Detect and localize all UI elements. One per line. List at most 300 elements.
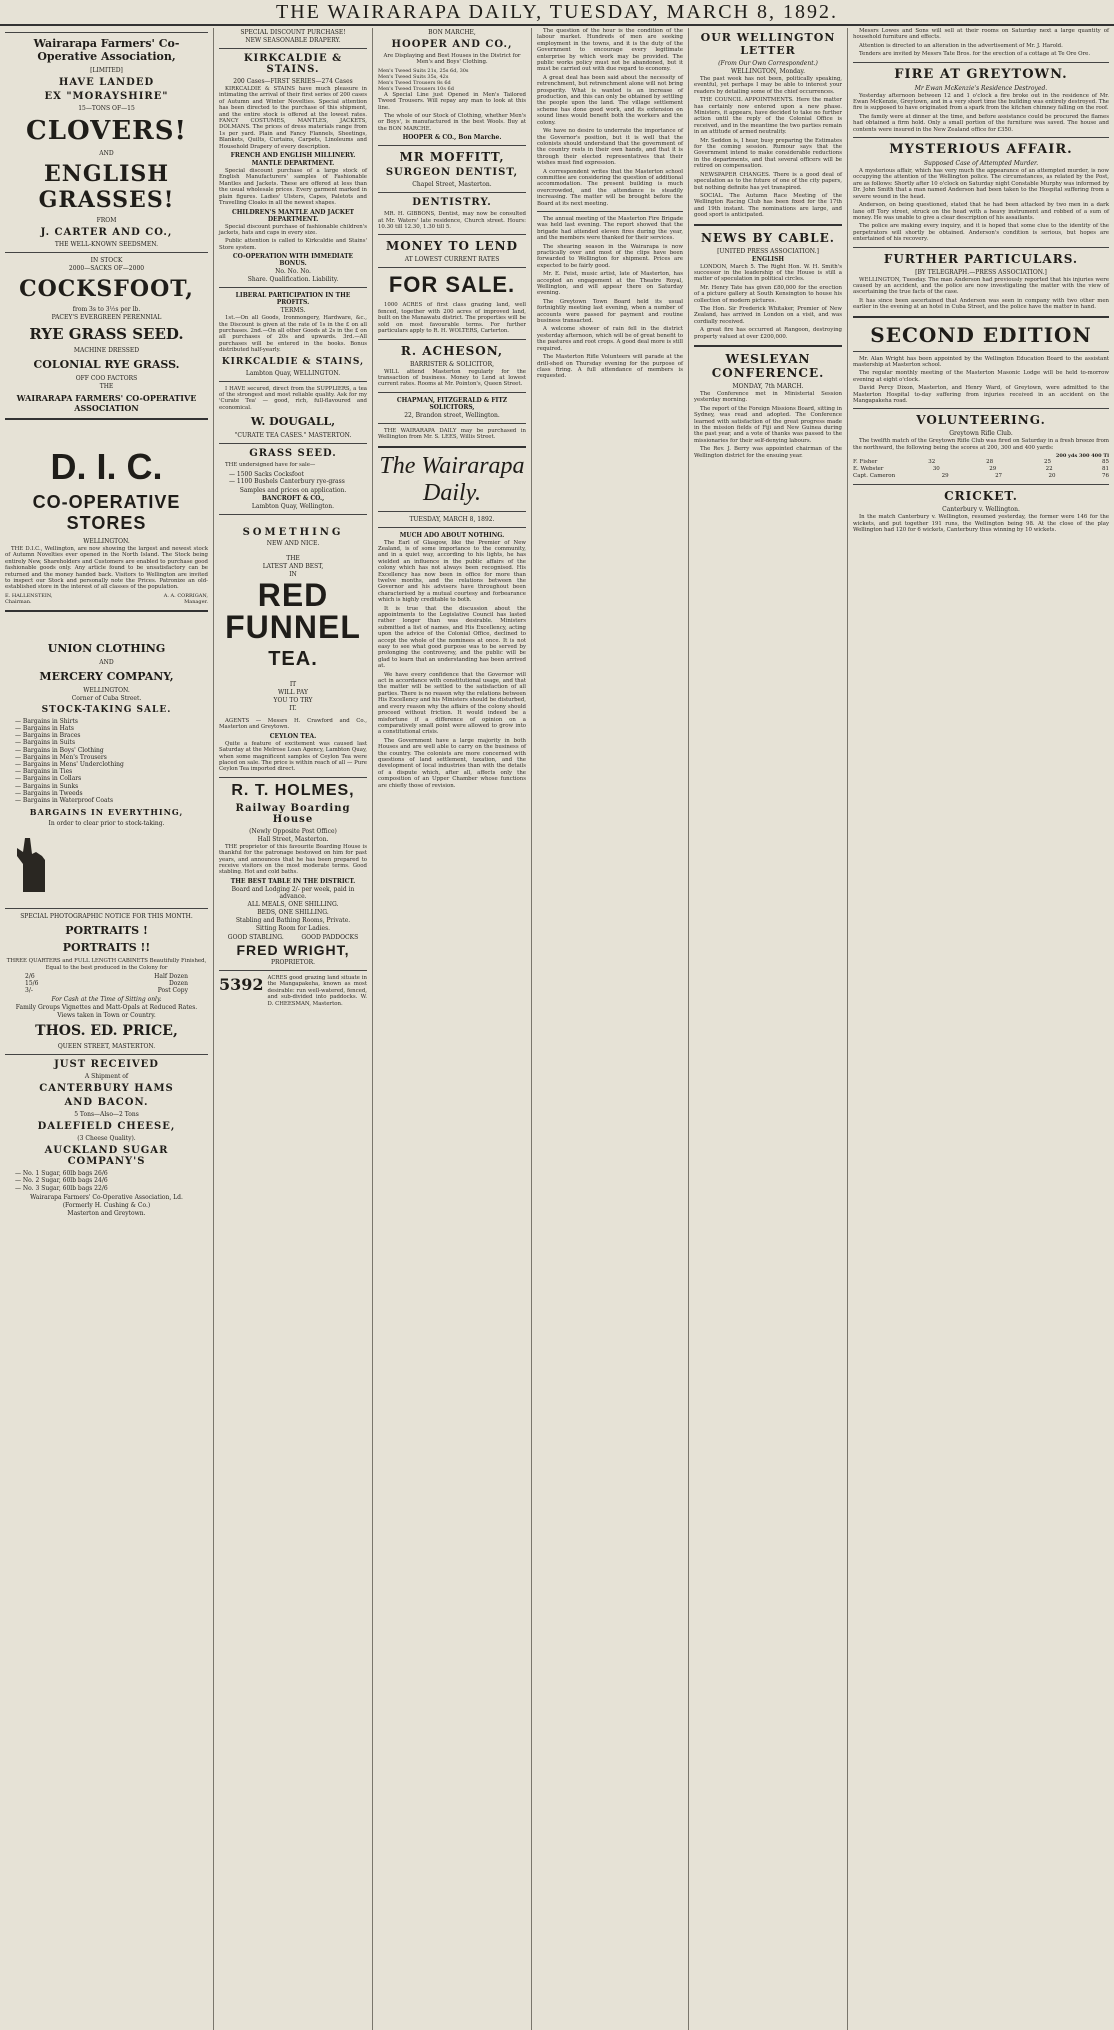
divider xyxy=(219,287,367,288)
score-row xyxy=(853,473,1109,480)
divider xyxy=(694,224,842,226)
editorial-paragraph: The Earl of Glasgow, like the Premier of New Zealand, is of some importance to the community, and in a quiet way, according to his lights, he has wielded an influence in the public affairs of the colony which has not always been recognised. His Excellency has now been in office for more than twelve months, and the relations between the Governor and his advisers have throughout been characterised by a mutual courtesy and forbearance which is highly creditable to both. xyxy=(378,539,526,604)
barrister-heading: BARRISTER & SOLICITOR, xyxy=(409,360,494,368)
agents-line-2: Masterton and Greytown. xyxy=(67,1209,146,1217)
special-discount: SPECIAL DISCOUNT PURCHASE! xyxy=(240,29,346,36)
hooper-line: Men's Tweed Suits 21s, 25s 6d, 30s xyxy=(378,67,469,74)
column-3 xyxy=(373,28,532,2030)
price-name: THOS. ED. PRICE, xyxy=(35,1023,178,1040)
hooper-footer: HOOPER & CO., Bon Marche. xyxy=(402,134,502,142)
sugar-item: — No. 2 Sugar, 60lb bags 24/6 xyxy=(15,1177,208,1184)
divider xyxy=(378,392,526,393)
sugar-item: — No. 1 Sugar, 60lb bags 26/6 xyxy=(15,1170,208,1177)
canterbury-hams: CANTERBURY HAMS xyxy=(39,1083,174,1095)
local-news-paragraph: The Greytown Town Board held its usual fortnightly meeting last evening, when a number of accounts were passed for payment and routine business transacted. xyxy=(537,298,683,325)
letter-paragraph: NEWSPAPER CHANGES. There is a good deal of speculation as to the future of one of the city papers, but nothing definite has yet transpired. xyxy=(694,171,842,191)
something-heading: SOMETHING xyxy=(242,527,344,538)
paper-title: The Wairarapa Daily. xyxy=(379,452,525,506)
acheson-body: WILL attend Masterton regularly for the transaction of business. Money to Lend at lowest current rates. Rooms at Mr. Pointon's, Queen Street. xyxy=(378,368,526,388)
divider xyxy=(853,351,1109,352)
union-heading: UNION CLOTHING xyxy=(47,641,166,655)
dentistry-heading: DENTISTRY. xyxy=(412,197,492,209)
score-name: F. Fisher xyxy=(853,459,878,466)
score-heading: 200 yds 300 400 Tl xyxy=(1055,453,1109,460)
editorial-paragraph: It is true that the discussion about the appointments to the Legislative Council has lasted rather longer than was desirable. Ministers submitted a list of names, and His Excellency, acting upon the advice of the Colonial Office, declined to accept the whole of the nominees at once. It is not easy to see what good purpose was to be served by prolonging the controversy, and the public will be glad to learn that an understanding has been arrived at. xyxy=(378,605,526,670)
mystery-sub: Supposed Case of Attempted Murder. xyxy=(923,160,1039,168)
divider xyxy=(537,211,683,212)
second-edition-paragraph: David Percy Dixon, Masterton, and Henry Ward, of Greytown, were admitted to the Masterton Hospital to-day suffering from injuries received in an accident on the Mangapakeha road. xyxy=(853,385,1109,404)
children-dept: CHILDREN'S MANTLE AND JACKET DEPARTMENT. xyxy=(231,208,355,223)
divider xyxy=(853,137,1109,138)
mystery-paragraph: Anderson, on being questioned, stated that he had been attacked by two men in a dark lane off Tory street, struck on the head with a heavy instrument and robbed of a sum of money. He was unable to give a clear description of his assailants. xyxy=(853,202,1109,221)
clovers-heading: CLOVERS! xyxy=(26,116,187,146)
surgeon-heading: SURGEON DENTIST, xyxy=(385,167,519,179)
portraits-heading-2: PORTRAITS !! xyxy=(62,941,151,955)
coop-stores-heading: CO-OPERATIVE STORES xyxy=(32,492,181,533)
cash-note: For Cash at the Time of Sitting only. xyxy=(51,996,162,1004)
score-value: 25 xyxy=(1044,459,1052,466)
cricket-heading: CRICKET. xyxy=(944,489,1018,504)
score-name: Capt. Cameron xyxy=(853,473,896,480)
divider xyxy=(219,514,367,515)
divider xyxy=(5,908,208,909)
coop-heading: Wairarapa Farmers' Co-Operative Association, xyxy=(33,37,180,63)
you-to-try: YOU TO TRY xyxy=(273,697,313,704)
further-heading: FURTHER PARTICULARS. xyxy=(883,251,1079,266)
price-label: Dozen xyxy=(169,980,188,988)
wairarapa-farmers: Wairarapa Farmers' Co-Operative Association, Ld. xyxy=(30,1193,183,1201)
the-word: THE xyxy=(99,383,114,390)
french-millinery: FRENCH AND ENGLISH MILLINERY. xyxy=(230,152,356,160)
divider xyxy=(378,511,526,512)
local-news-paragraph: Mr. E. Feist, music artist, late of Masterton, has accepted an engagement at the Theatre Royal, Wellington, and will appear there on Saturday evening. xyxy=(537,271,683,297)
share-line: Share. Qualification. Liability. xyxy=(247,276,339,284)
board-note: Board and Lodging 2/- per week, paid in advance. xyxy=(231,885,355,900)
score-value: 20 xyxy=(1048,473,1056,480)
kirk2-heading: KIRKCALDIE & STAINS, xyxy=(221,356,365,367)
best-table: THE BEST TABLE IN THE DISTRICT. xyxy=(230,877,356,885)
liberal-heading: LIBERAL PARTICIPATION IN THE PROFITS. xyxy=(235,292,351,307)
local-news-paragraph: The Masterton Rifle Volunteers will parade at the drill-shed on Thursday evening for the purpose of class firing. A full attendance of members is requested. xyxy=(537,354,683,380)
column-6 xyxy=(848,28,1114,2030)
editorial-paragraph: We have no desire to underrate the importance of the Governor's position, but it is well that the colonists should understand that the government of the country rests in their own hands, and that it is through their elected representatives that their wishes must find expression. xyxy=(537,128,683,167)
editorial-body xyxy=(378,540,526,789)
cable-paragraph: Mr. Henry Tate has given £80,000 for the erection of a picture gallery at South Kensington to house his collection of modern pictures. xyxy=(694,284,842,304)
divider xyxy=(378,423,526,424)
price-row xyxy=(25,987,188,994)
newspaper-masthead-title: THE WAIRARAPA DAILY, TUESDAY, MARCH 8, 1892. xyxy=(275,1,838,23)
divider xyxy=(5,610,208,612)
cocksfoot-heading: COCKSFOOT, xyxy=(19,276,194,302)
bargain-item: — Bargains in Braces xyxy=(15,732,208,739)
mantle-dept: MANTLE DEPARTMENT. xyxy=(251,160,335,168)
mystery-paragraph: A mysterious affair, which has very much the appearance of an attempted murder, is now occupying the attention of the Wellington police. The circumstances, as related by the Post, are as follows: Shortly after 10 o'clock on Saturday night Constable Murphy was informed by Dr. John Smith that a man named Anderson had been taken to the Hospital suffering from a severe wound in the head. xyxy=(853,168,1109,200)
mantle-body: Special discount purchase of a large stock of English Manufacturers' samples of Fashionable Mantles and Jackets. These are offered at less than the usual wholesale prices. Every garment marked in plain figures. Ladies' Ulsters, Capes, Paletots and Travelling Cloaks in all the newest shapes. xyxy=(219,168,367,207)
hooper-sub: Are Displaying and Best Houses in the District for Men's and Boys' Clothing. xyxy=(383,53,521,66)
score-value: 29 xyxy=(989,466,997,473)
divider xyxy=(219,48,367,49)
stocktaking-note: In order to clear prior to stock-taking. xyxy=(48,820,165,828)
hooper-special: A Special Line just Opened in Men's Tailored Tweed Trousers. Will repay any man to look at this line. xyxy=(378,91,526,111)
red-funnel-heading: RED FUNNEL xyxy=(225,577,361,645)
conference-paragraph: The Conference met in Ministerial Session yesterday morning. xyxy=(694,391,842,404)
column-4 xyxy=(532,28,689,2030)
mystery-heading: MYSTERIOUS AFFAIR. xyxy=(889,142,1073,158)
cable-paragraph: A great fire has occurred at Rangoon, destroying property valued at over £200,000. xyxy=(694,327,842,340)
in-word: IN xyxy=(289,571,297,578)
family-groups: Family Groups Vignettes and Matt-Opals at Reduced Rates. xyxy=(15,1004,198,1012)
conference-heading: WESLEYAN CONFERENCE. xyxy=(711,352,825,380)
just-received: JUST RECEIVED xyxy=(54,1059,159,1071)
terms-body: 1st.—On all Goods, Ironmongery, Hardware, &c., the Discount is given at the rate of 1s in the £ on all purchases. 2nd.—On all other Goods at 2s in the £ on all purchases of 20s and upwards. 3rd.—All purchases will be entered in the books. Bonus distributed half-yearly. xyxy=(219,315,367,354)
cable-section: ENGLISH xyxy=(751,255,785,263)
coop-footer: WAIRARAPA FARMERS' CO-OPERATIVE ASSOCIATION xyxy=(16,393,197,413)
new-nice: NEW AND NICE. xyxy=(266,540,320,547)
hooper-line: Men's Tweed Trousers 10s 6d xyxy=(378,85,454,92)
ceylon-heading: CEYLON TEA. xyxy=(269,732,317,740)
editorial-paragraph: The Government have a large majority in both Houses and are well able to carry on the business of the country. The colonists are more concerned with questions of land settlement, taxation, and the development of local industries than with the details of a dispute which, after all, affects only the composition of an Upper Chamber whose functions are chiefly those of revision. xyxy=(378,737,526,789)
bargain-item: — Bargains in Hats xyxy=(15,725,208,732)
price-value: 15/6 xyxy=(25,980,39,988)
sacks-line: 2000—SACKS OF—2000 xyxy=(68,265,145,272)
local-news-paragraph: The annual meeting of the Masterton Fire Brigade was held last evening. The report showed that the brigade had attended eleven fires during the year, and the members were thanked for their services. xyxy=(537,215,683,242)
for-sale-heading: FOR SALE. xyxy=(388,272,516,298)
shipment-of: A Shipment of xyxy=(84,1073,129,1081)
seedsmen-line: THE WELL-KNOWN SEEDSMEN. xyxy=(54,241,159,248)
railway-address: Hall Street, Masterton. xyxy=(257,835,329,843)
dougall-sub: "CURATE TEA CASES." MASTERTON. xyxy=(234,432,352,440)
column-2 xyxy=(214,28,373,2030)
coop-immediate: CO-OPERATION WITH IMMEDIATE BONUS. xyxy=(232,253,354,268)
children-body: Special discount purchase of fashionable children's jackets, hats and caps in every size. xyxy=(219,223,367,236)
column-5 xyxy=(689,28,848,2030)
good-paddocks: GOOD PADDOCKS xyxy=(301,933,359,941)
mercery-heading: MERCERY COMPANY, xyxy=(39,669,174,683)
divider xyxy=(5,418,208,420)
volunteering-sub: Greytown Rifle Club. xyxy=(949,430,1013,438)
land-lot-ad xyxy=(219,975,367,1009)
masthead xyxy=(0,0,1114,26)
further-sub: [BY TELEGRAPH.—PRESS ASSOCIATION.] xyxy=(915,268,1047,276)
sitting-note: Sitting Room for Ladies. xyxy=(255,924,331,932)
fire-heading: FIRE AT GREYTOWN. xyxy=(894,66,1068,82)
new-seasonable: NEW SEASONABLE DRAPERY. xyxy=(245,37,341,44)
hooper-body: The whole of our Stock of Clothing, whether Men's or Boys', is manufactured in the best Wools. Buy at the BON MARCHE. xyxy=(378,113,526,132)
fred-sub: PROPRIETOR. xyxy=(270,958,316,966)
hallenstein-role: Chairman. xyxy=(5,598,32,605)
will-pay: WILL PAY xyxy=(278,689,308,696)
auckland-sugar: AUCKLAND SUGAR COMPANY'S xyxy=(44,1145,169,1168)
views-note: Views taken in Town or Country. xyxy=(57,1012,156,1020)
bancroft-name: BANCROFT & CO., xyxy=(261,495,325,502)
grass-samples: Samples and prices on application. xyxy=(239,487,347,494)
local-news-paragraph: The shearing season in the Wairarapa is now practically over and most of the clips have been forwarded to Wellington for shipment. Prices are expected to be fairly good. xyxy=(537,243,683,269)
cable-heading: NEWS BY CABLE. xyxy=(701,230,835,245)
col6-intro xyxy=(853,28,1109,58)
letter-sub: (From Our Own Correspondent.) xyxy=(718,60,818,67)
grass-item: — 1100 Bushels Canterbury rye-grass xyxy=(229,478,367,485)
chapman-address: 22, Brandon street, Wellington. xyxy=(404,411,500,419)
railway-heading: Railway Boarding House xyxy=(235,802,351,825)
score-row xyxy=(853,459,1109,466)
public-note: Public attention is called to Kirkcaldie and Stains' Store system. xyxy=(219,238,367,251)
dic-heading: D. I. C. xyxy=(50,446,163,487)
conference-paragraph: The Rev. J. Berry was appointed chairman of the Wellington district for the ensuing year. xyxy=(694,446,842,459)
conference-paragraph: The report of the Foreign Missions Board, sitting in Sydney, was read and adopted. The Conference learned with satisfaction of the great progress made in the mission fields of Fiji and New Guinea during the past year, and a vote of thanks was passed to the missionaries for their self-denying labours. xyxy=(694,405,842,444)
fire-paragraph: Yesterday afternoon between 12 and 1 o'clock a fire broke out in the residence of Mr. Ewan McKenzie, Greytown, and in a very short time the building was entirely destroyed. The fire is supposed to have originated from a spark from the kitchen chimney falling on the roof. xyxy=(853,92,1109,112)
pointing-hand-icon xyxy=(5,834,55,894)
dentistry-body: MR. H. GIBBONS, Dentist, may now be consulted at Mr. Waters' late residence, Church street. Hours: 10.30 till 12.30, 1.30 till 5. xyxy=(378,211,526,231)
cheese-tins: 5 Tons—Also—2 Tons xyxy=(74,1111,139,1119)
grass-items xyxy=(229,471,367,485)
first-series: 200 Cases—FIRST SERIES—274 Cases xyxy=(233,78,353,85)
tea-agents: AGENTS — Messrs H. Crawford and Co., Masterton and Greytown. xyxy=(219,718,367,731)
cable-paragraph: The Hon. Sir Frederick Whitaker, Premier of New Zealand, has arrived in London on a visit, and was cordially received. xyxy=(694,305,842,325)
divider xyxy=(5,252,208,253)
divider xyxy=(853,62,1109,63)
letter-location: WELLINGTON, Monday. xyxy=(730,68,806,75)
union-corner: Corner of Cuba Street. xyxy=(71,694,142,702)
cable-body xyxy=(694,264,842,340)
cricket-body: In the match Canterbury v. Wellington, resumed yesterday, the former were 146 for the wickets, and put together 191 runs, the Wellington being 98. At the close of the play Wellington had 120 for 6 wickets, Canterbury thus winning by 10 wickets. xyxy=(853,514,1109,534)
volunteering-heading: VOLUNTEERING. xyxy=(916,413,1046,428)
divider xyxy=(378,145,526,146)
hooper-line: Men's Tweed Suits 35s, 42s xyxy=(378,73,449,80)
union-location: WELLINGTON. xyxy=(83,686,130,694)
from-word: FROM xyxy=(96,217,117,224)
bargain-item: — Bargains in Men's Trousers xyxy=(15,754,208,761)
tea-heading: TEA. xyxy=(268,648,318,670)
stabling-row xyxy=(219,933,367,942)
bargains-everything: BARGAINS IN EVERYTHING, xyxy=(29,807,184,818)
price-row xyxy=(25,980,188,987)
kirk2-address: Lambton Quay, WELLINGTON. xyxy=(245,369,341,377)
sale-body: 1000 ACRES of first class grazing land, well fenced, together with 200 acres of improved land, built on the Manawatu district. The properties will be sold on most favourable terms. For further particulars apply to R. H. WOLTERS, Carterton. xyxy=(378,302,526,335)
rye-grass-heading: RYE GRASS SEED. xyxy=(29,325,184,343)
local-news-paragraph: A welcome shower of rain fell in the district yesterday afternoon, which will be of great benefit to the pastures and root crops. A good deal more is still required. xyxy=(537,326,683,352)
corrigan-role: Manager. xyxy=(184,598,208,605)
letter-body xyxy=(694,76,842,219)
editorial-paragraph: The question of the hour is the condition of the labour market. Hundreds of men are seeking employment in the towns, and it is the duty of the Government to encourage every legitimate enterprise by which work may be provided. The public works policy must not be abandoned, but it must be carried out with due regard to economy. xyxy=(537,28,683,73)
beds-note: BEDS, ONE SHILLING. xyxy=(257,908,329,916)
sugar-list xyxy=(15,1170,208,1192)
price-address: QUEEN STREET, MASTERTON. xyxy=(57,1043,156,1051)
divider xyxy=(378,192,526,193)
hooper-line: Men's Tweed Trousers 8s 6d xyxy=(378,79,451,86)
local-news xyxy=(537,216,683,380)
conference-body xyxy=(694,391,842,459)
good-stabling: GOOD STABLING. xyxy=(227,933,284,941)
second-edition-body xyxy=(853,356,1109,405)
score-value: 30 xyxy=(932,466,940,473)
further-body xyxy=(853,277,1109,311)
second-edition-heading: SECOND EDITION xyxy=(870,322,1092,347)
second-edition-paragraph: Mr. Alan Wright has been appointed by the Wellington Education Board to the assistant mastership at Masterton school. xyxy=(853,355,1109,368)
grass-seed-heading: GRASS SEED. xyxy=(249,448,337,460)
hooper-heading: HOOPER AND CO., xyxy=(391,39,513,50)
ceylon-body: Quite a feature of excitement was caused last Saturday at the Melrose Loan Agency, Lambton Quay, when some magnificent samples of Ceylon Tea were placed on sale. The price is within reach of all — Pure Ceylon Tea imported direct. xyxy=(219,740,367,773)
editorial-paragraph: A great deal has been said about the necessity of retrenchment, but retrenchment alone will not bring prosperity. What is wanted is an increase of production, and this can only be obtained by settling the people upon the land. The village settlement scheme has done good work, and its extension on sound lines would benefit both the workers and the colony. xyxy=(537,74,683,126)
lot-body: ACRES good grazing land situate in the Mangapakeha, known as most desirable: run well-watered, fenced, and sub-divided into paddocks. W. D. CHEESMAN, Masterton. xyxy=(267,974,367,1007)
acheson-heading: R. ACHESON, xyxy=(400,343,504,358)
bargain-item: — Bargains in Ties xyxy=(15,768,208,775)
dalefield-cheese: DALEFIELD CHEESE, xyxy=(37,1121,176,1133)
column-1 xyxy=(0,28,214,2030)
score-value: 81 xyxy=(1101,466,1109,473)
kirkcaldie-heading: KIRKCALDIE & STAINS. xyxy=(243,53,343,75)
dougall-intro: I HAVE secured, direct from the SUPPLIERS, a tea of the strongest and most reliable quality. Ask for my 'Curate Tea' — good, rich, full-flavoured and economical. xyxy=(219,385,367,411)
divider xyxy=(694,345,842,347)
fire-sub: Mr Ewan McKenzie's Residence Destroyed. xyxy=(914,84,1048,92)
english-grasses-heading: ENGLISH GRASSES! xyxy=(38,161,175,213)
agents-line: (Formerly H. Cushing & Co.) xyxy=(62,1201,151,1209)
stocktaking-heading: STOCK-TAKING SALE. xyxy=(41,704,172,715)
bargain-item: — Bargains in Tweeds xyxy=(15,790,208,797)
bancroft-address: Lambton Quay, Wellington. xyxy=(251,503,335,510)
dic-signatures xyxy=(5,593,208,605)
mystery-paragraph: The police are making every inquiry, and it is hoped that some clue to the identity of the perpetrators will shortly be obtained. Anderson's condition is serious, but hopes are entertained of his recovery. xyxy=(853,223,1109,243)
divider xyxy=(853,408,1109,409)
price-label: Post Copy xyxy=(157,987,188,995)
colonial-rye-heading: COLONIAL RYE GRASS. xyxy=(33,358,180,371)
and-bacon: AND BACON. xyxy=(64,1097,149,1109)
carter-name: J. CARTER AND CO., xyxy=(40,227,173,238)
letter-paragraph: SOCIAL. The Autumn Race Meeting of the Wellington Racing Club has been fixed for the 17th and 19th instant. The nominations are large, and good sport is anticipated. xyxy=(694,192,842,219)
latest-best: LATEST AND BEST, xyxy=(262,563,324,570)
divider xyxy=(378,267,526,268)
holmes-body: THE proprietor of this favourite Boarding House is thankful for the patronage bestowed on him for past years, and announces that he has been prepared to receive visitors on the most moderate terms. Good stabling. Hot and cold baths. xyxy=(219,843,367,876)
dic-location: WELLINGTON. xyxy=(83,538,130,545)
grass-body: THE undersigned have for sale— xyxy=(225,462,316,469)
score-name: E. Webster xyxy=(853,466,884,473)
price-row xyxy=(25,973,188,980)
price-label: Half Dozen xyxy=(154,973,188,981)
notice-paragraph: Attention is directed to an alteration in the advertisement of Mr. J. Harold. xyxy=(859,42,1063,49)
ship-name: EX "MORAYSHIRE" xyxy=(44,91,169,102)
notice-paragraph: Messrs Lowes and Sons will sell at their rooms on Saturday next a large quantity of household furniture and effects. xyxy=(853,28,1109,41)
dougall-name: W. DOUGALL, xyxy=(250,415,336,429)
editorial-paragraph: A correspondent writes that the Masterton school committee are considering the question of additional accommodation. The present building is much overcrowded, and the attendance is steadily increasing. The matter will be brought before the Board at its next meeting. xyxy=(537,168,683,207)
bargain-item: — Bargains in Mens' Underclothing xyxy=(15,761,208,768)
lot-number: 5392 xyxy=(219,974,264,994)
railway-sub: (Newly Opposite Post Office) xyxy=(249,827,337,835)
editorial-heading: MUCH ADO ABOUT NOTHING. xyxy=(399,531,505,539)
dic-body: THE D.I.C., Wellington, are now showing the largest and newest stock of Autumn Novelties ever opened in the North Island. The Stock being entirely New, Shareholders and Customers are enabled to purchase good fashionable goods only. Any article found to be unsatisfactory can be returned and the money handed back. Visitors to Wellington are invited to inspect our Stock and personally note the Prices. Patronize an old-established store in the interest of all classes of the population. xyxy=(5,546,208,591)
bargain-item: — Bargains in Suits xyxy=(15,739,208,746)
grass-item: — 1500 Sacks Cocksfoot xyxy=(229,471,367,478)
further-paragraph: WELLINGTON, Tuesday. The man Anderson had previously reported that his injuries were caused by an accident, and the police are now investigating the matter with the view of ascertaining the true facts of the case. xyxy=(853,276,1109,296)
money-lend: MONEY TO LEND xyxy=(385,239,519,254)
divider xyxy=(853,316,1109,318)
and-word: AND xyxy=(99,150,114,157)
hooper-lines xyxy=(378,68,526,92)
meals-note: ALL MEALS, ONE SHILLING. xyxy=(247,900,339,908)
bargains-list xyxy=(15,718,208,804)
lowest-rates: AT LOWEST CURRENT RATES xyxy=(404,256,500,264)
price-value: 3/- xyxy=(25,987,33,995)
divider xyxy=(378,234,526,235)
divider xyxy=(219,970,367,971)
divider xyxy=(219,443,367,444)
divider xyxy=(219,777,367,778)
divider xyxy=(219,381,367,382)
portrait-price-list xyxy=(25,973,188,994)
union-and: AND xyxy=(99,658,114,666)
letter-heading: OUR WELLINGTON LETTER xyxy=(700,31,836,57)
wairarapa-daily-note: THE WAIRARAPA DAILY may be purchased in Wellington from Mr. S. LEES, Willis Street. xyxy=(378,427,526,441)
letter-paragraph: Mr. Seddon is, I hear, busy preparing the Estimates for the coming session. Rumour says that the Government intend to make considerable reductions in the departments, and that several officers will be retired on compensation. xyxy=(694,137,842,170)
score-value: 76 xyxy=(1101,473,1109,480)
bargain-item: — Bargains in Collars xyxy=(15,775,208,782)
divider xyxy=(378,339,526,340)
kirk-body: KIRKCALDIE & STAINS have much pleasure in intimating the arrival of their first series of 200 cases of Autumn and Winter Novelties. Special attention has been directed to the purchase of this shipment, and the entire stock is offered at the lowest rates. FANCY COSTUMES, MANTLES, JACKETS, DOLMANS. The prices of dress materials range from 1s per yard. Plain and Fancy Flannels, Sheetings, Blankets, Quilts, Curtains, Carpets, Linoleums and Household Drapery of every description. xyxy=(219,86,367,150)
mystery-body xyxy=(853,168,1109,242)
editorial-continued xyxy=(537,28,683,207)
machine-dressed: MACHINE DRESSED xyxy=(73,347,140,354)
hallenstein-name: E. HALLENSTEIN, xyxy=(5,592,53,599)
divider xyxy=(378,527,526,528)
letter-paragraph: THE COUNCIL APPOINTMENTS. Here the matter has certainly now entered upon a new phase. Ministers, it appears, have decided to take no further action until the reply of the Colonial Office is received, and in the meantime the two parties remain in an attitude of armed neutrality. xyxy=(694,97,842,136)
score-value: 29 xyxy=(941,473,949,480)
editorial-paragraph: We have every confidence that the Governor will act in accordance with constitutional usage, and that the matter will be settled to the satisfaction of all parties. There is no reason why the relations between His Excellency and his Ministers should be disturbed, and every reason why the affairs of the colony should proceed without friction. It would indeed be a misfortune if a difference of opinion on a comparatively small point were allowed to grow into a constitutional crisis. xyxy=(378,671,526,736)
score-value: 27 xyxy=(995,473,1003,480)
sugar-item: — No. 3 Sugar, 60lb bags 22/6 xyxy=(15,1185,208,1192)
fred-wright: FRED WRIGHT, xyxy=(236,941,350,958)
fire-paragraph: The family were at dinner at the time, and before assistance could be procured the flames had obtained a firm hold. Only a small portion of the furniture was saved. The house and contents were insured in the New Zealand office for £350. xyxy=(853,113,1109,133)
moffitt-heading: MR MOFFITT, xyxy=(399,150,505,165)
score-value: 32 xyxy=(928,459,936,466)
cricket-sub: Canterbury v. Wellington. xyxy=(942,506,1020,514)
letter-paragraph: The past week has not been, politically speaking, eventful, yet perhaps I may be able to interest your readers by detailing some of the chief occurrences. xyxy=(694,76,842,95)
it-word-2: IT. xyxy=(289,705,297,712)
coop-limited: [LIMITED] xyxy=(90,67,123,74)
in-stock: IN STOCK xyxy=(90,257,123,264)
conference-sub: MONDAY, 7th MARCH. xyxy=(732,383,804,390)
have-landed: HAVE LANDED xyxy=(58,77,155,88)
cocksfoot-price: from 3s to 3½s per lb. xyxy=(72,306,141,313)
score-table xyxy=(853,459,1109,480)
corrigan-name: A. A. CORRIGAN, xyxy=(163,592,208,599)
portraits-body: THREE QUARTERS and FULL LENGTH CABINETS Beautifully Finished, Equal to the best produced in the Colony for xyxy=(6,958,207,971)
further-paragraph: It has since been ascertained that Anderson was seen in company with two other men earlier in the evening at an hotel in Cuba Street, and the police have the matter in hand. xyxy=(853,297,1109,311)
holmes-heading: R. T. HOLMES, xyxy=(231,781,355,799)
volunteering-body: The twelfth match of the Greytown Rifle Club was fired on Saturday in a fresh breeze from the northward, the following being the scores at 200, 300 and 400 yards: xyxy=(853,438,1109,451)
divider xyxy=(853,484,1109,485)
score-value: 22 xyxy=(1045,466,1053,473)
score-value: 28 xyxy=(986,459,994,466)
dalefield-note: (3 Cheese Quality). xyxy=(77,1135,136,1143)
bargain-item: — Bargains in Boys' Clothing xyxy=(15,747,208,754)
bargain-item: — Bargains in Sunks xyxy=(15,783,208,790)
score-row xyxy=(853,466,1109,473)
the-word: THE xyxy=(286,555,300,562)
divider xyxy=(853,247,1109,248)
second-edition-paragraph: The regular monthly meeting of the Masterton Masonic Lodge will be held to-morrow evening at eight o'clock. xyxy=(853,370,1109,383)
score-value: 85 xyxy=(1101,459,1109,466)
divider xyxy=(5,1054,208,1055)
cable-paragraph: LONDON, March 5. The Right Hon. W. H. Smith's successor in the leadership of the House is still a matter of speculation in political circles. xyxy=(694,263,842,283)
notice-paragraph: Tenders are invited by Messrs Tate Bros. for the erection of a cottage at Te Ore Ore. xyxy=(859,51,1091,58)
it-word: IT xyxy=(289,681,297,688)
bon-marche: BON MARCHE, xyxy=(428,29,476,36)
stabling-note: Stabling and Bathing Rooms, Private. xyxy=(235,916,351,924)
cable-sub: [UNITED PRESS ASSOCIATION.] xyxy=(717,247,819,255)
chapman-heading: CHAPMAN, FITZGERALD & FITZ SOLICITORS, xyxy=(396,396,508,411)
pacey-line: PACEY'S EVERGREEN PERENNIAL xyxy=(51,314,162,321)
terms-heading: TERMS. xyxy=(280,307,306,315)
bargain-item: — Bargains in Waterproof Coats xyxy=(15,797,208,804)
divider xyxy=(5,32,208,33)
